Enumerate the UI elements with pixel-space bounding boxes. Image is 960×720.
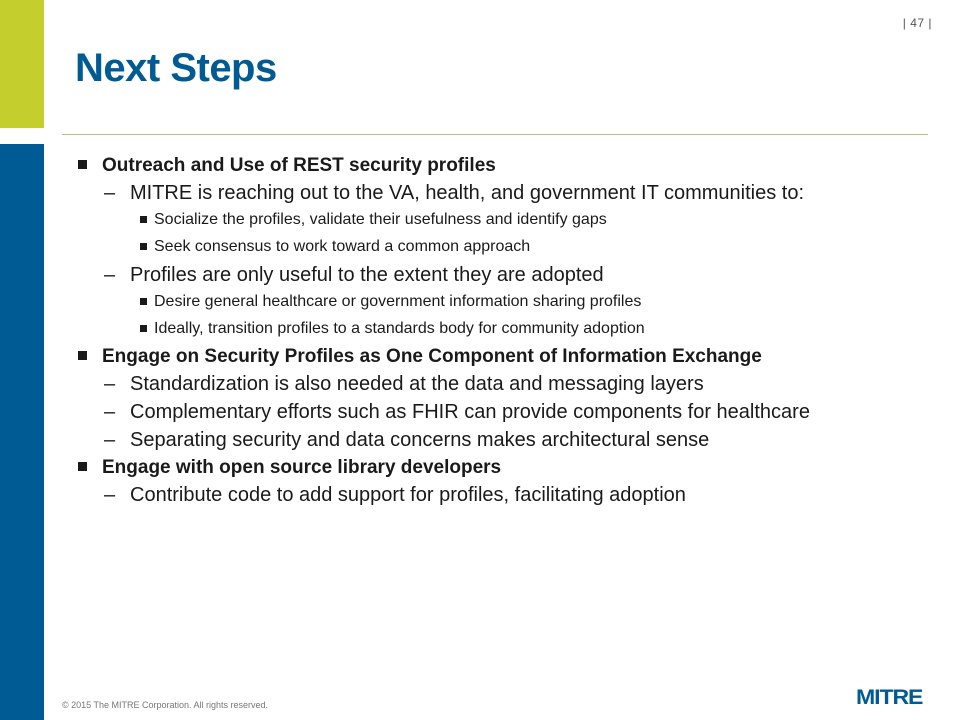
square-bullet-icon [140, 325, 147, 332]
accent-bar-blue [0, 144, 44, 720]
bullet-text: Engage on Security Profiles as One Component of Information Exchange [102, 346, 762, 367]
sub-bullet-text: Standardization is also needed at the data and messaging layers [130, 373, 704, 395]
square-bullet-icon [140, 298, 147, 305]
sub-bullet-text: MITRE is reaching out to the VA, health, and government IT communities to: [130, 182, 805, 204]
sub-bullet [74, 401, 874, 423]
square-bullet-icon [78, 351, 87, 360]
bullet-engage-security [74, 346, 874, 367]
bullet-text: Outreach and Use of REST security profiles [102, 155, 496, 176]
square-bullet-icon [78, 160, 87, 169]
sub-sub-bullet-text: Ideally, transition profiles to a standards body for community adoption [154, 320, 645, 337]
sub-bullet [74, 484, 874, 506]
sub-sub-bullet [74, 292, 874, 311]
bullet-text: Engage with open source library developers [102, 457, 502, 478]
sub-sub-bullet [74, 319, 874, 338]
dash-bullet-icon: – [104, 429, 116, 451]
sub-bullet-text: Separating security and data concerns makes architectural sense [130, 429, 710, 451]
sub-sub-bullet-text: Socialize the profiles, validate their usefulness and identify gaps [154, 211, 607, 228]
dash-bullet-icon: – [104, 373, 116, 395]
sub-sub-bullet-text: Seek consensus to work toward a common approach [154, 238, 531, 255]
title-divider [62, 134, 928, 135]
square-bullet-icon [140, 216, 147, 223]
slide-title: Next Steps [75, 46, 277, 90]
copyright-notice: © 2015 The MITRE Corporation. All rights reserved. [62, 700, 269, 710]
sub-bullet [74, 373, 874, 395]
square-bullet-icon [78, 462, 87, 471]
square-bullet-icon [140, 243, 147, 250]
sub-bullet-text: Contribute code to add support for profiles, facilitating adoption [130, 484, 686, 506]
sub-sub-bullet [74, 210, 874, 229]
sub-sub-bullet-text: Desire general healthcare or government information sharing profiles [154, 293, 642, 310]
dash-bullet-icon: – [104, 182, 116, 204]
dash-bullet-icon: – [104, 264, 116, 286]
dash-bullet-icon: – [104, 401, 116, 423]
sub-bullet-text: Complementary efforts such as FHIR can provide components for healthcare [130, 401, 810, 423]
sub-bullet-text: Profiles are only useful to the extent they are adopted [130, 264, 604, 286]
sub-bullet [74, 429, 874, 451]
sub-sub-bullet [74, 237, 874, 256]
accent-bar-green [0, 0, 44, 128]
page-number: | 47 | [902, 16, 932, 30]
slide-content [74, 150, 874, 512]
sub-bullet [74, 264, 874, 286]
mitre-logo: MITRE [856, 686, 923, 709]
bullet-open-source [74, 457, 874, 478]
dash-bullet-icon: – [104, 484, 116, 506]
sub-bullet [74, 182, 874, 204]
bullet-outreach [74, 155, 874, 176]
